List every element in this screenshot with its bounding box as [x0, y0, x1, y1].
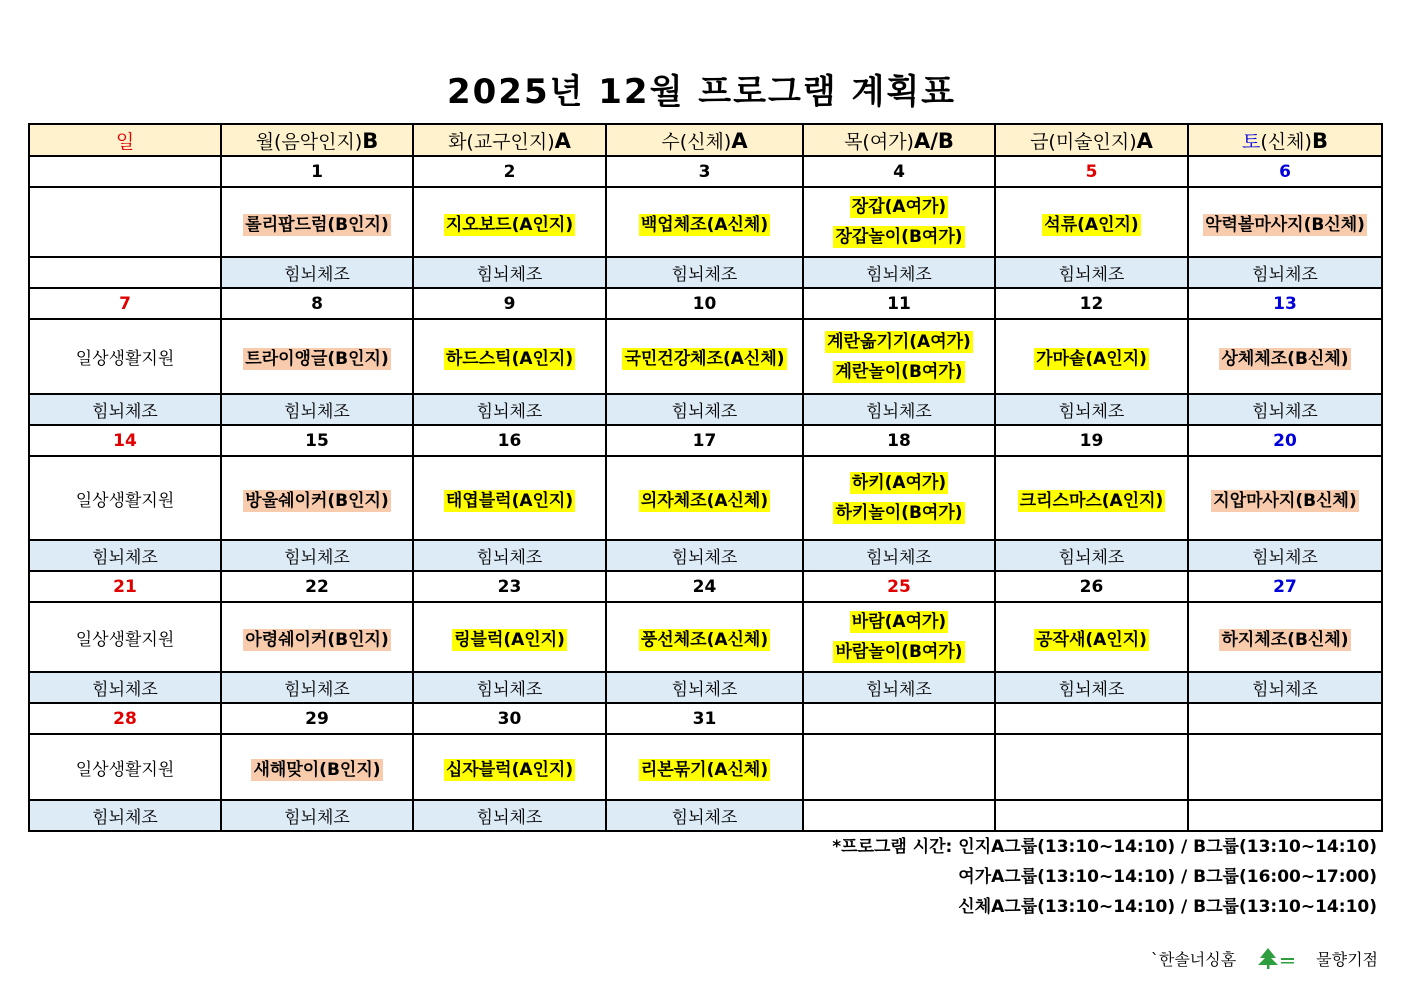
note-line: *프로그램 시간: 인지A그룹(13:10~14:10) / B그룹(13:10~14:10)	[832, 837, 1377, 857]
exercise-cell: 힘뇌체조	[803, 394, 995, 425]
day-header-5	[995, 124, 1188, 156]
activity-label: 리본묶기(A신체)	[640, 759, 769, 780]
activity-label: 의자체조(A신체)	[640, 490, 769, 511]
activity-cell	[995, 456, 1188, 540]
activity-label: 링블럭(A인지)	[454, 629, 565, 650]
exercise-cell: 힘뇌체조	[995, 672, 1188, 703]
date-cell	[995, 703, 1188, 734]
exercise-cell: 힘뇌체조	[29, 800, 221, 831]
activity-label: 바람(A여가)	[851, 612, 947, 632]
activity-cell	[606, 319, 803, 394]
exercise-cell: 힘뇌체조	[221, 540, 413, 571]
exercise-cell: 힘뇌체조	[606, 394, 803, 425]
exercise-cell: 힘뇌체조	[29, 540, 221, 571]
date-cell: 30	[413, 703, 606, 734]
day-header-group: A	[731, 128, 748, 153]
activity-label: 크리스마스(A인지)	[1019, 490, 1164, 511]
exercise-cell	[29, 257, 221, 288]
day-header-2	[413, 124, 606, 156]
day-header-group: B	[1311, 128, 1328, 153]
date-cell	[1188, 703, 1382, 734]
activity-cell	[221, 734, 413, 800]
date-cell: 26	[995, 571, 1188, 602]
tree-icon	[1256, 946, 1296, 970]
activity-label: 계란옮기기(A여가)	[827, 331, 971, 352]
page-title: 2025년 12월 프로그램 계획표	[446, 72, 957, 112]
activity-cell	[803, 319, 995, 394]
activity-label: 악력볼마사지(B신체)	[1205, 214, 1365, 235]
date-cell	[29, 156, 221, 187]
exercise-cell: 힘뇌체조	[413, 672, 606, 703]
activity-label: 새해맞이(B인지)	[253, 759, 381, 780]
date-cell: 7	[29, 288, 221, 319]
exercise-cell: 힘뇌체조	[221, 394, 413, 425]
activity-cell	[995, 734, 1188, 800]
activity-label: 아령쉐이커(B인지)	[245, 629, 389, 650]
day-header-0	[29, 124, 221, 156]
exercise-cell: 힘뇌체조	[29, 672, 221, 703]
date-cell: 8	[221, 288, 413, 319]
exercise-cell: 힘뇌체조	[1188, 394, 1382, 425]
day-header-group: A	[554, 128, 571, 153]
activity-cell	[29, 602, 221, 672]
day-header-label: 일	[115, 130, 135, 153]
exercise-cell: 힘뇌체조	[1188, 540, 1382, 571]
date-cell: 1	[221, 156, 413, 187]
day-header-label: 금(미술인지)	[1030, 130, 1137, 153]
activity-cell	[29, 187, 221, 257]
day-header-group: B	[362, 128, 379, 153]
exercise-cell: 힘뇌체조	[413, 800, 606, 831]
date-cell: 19	[995, 425, 1188, 456]
activity-label: 백업체조(A신체)	[640, 214, 769, 235]
exercise-cell: 힘뇌체조	[29, 394, 221, 425]
day-header-label: 토	[1242, 130, 1261, 153]
date-cell: 15	[221, 425, 413, 456]
date-cell: 11	[803, 288, 995, 319]
activity-cell	[413, 187, 606, 257]
day-header-label: 월(음악인지)	[255, 130, 363, 153]
exercise-cell: 힘뇌체조	[995, 257, 1188, 288]
date-cell: 24	[606, 571, 803, 602]
activity-cell	[1188, 456, 1382, 540]
activity-cell	[29, 734, 221, 800]
date-cell: 23	[413, 571, 606, 602]
day-header-group: A	[1136, 128, 1153, 153]
activity-label: 상체체조(B신체)	[1221, 349, 1349, 369]
exercise-cell: 힘뇌체조	[606, 540, 803, 571]
activity-cell	[221, 602, 413, 672]
day-header-label: 화(교구인지)	[448, 130, 555, 153]
exercise-cell: 힘뇌체조	[1188, 672, 1382, 703]
activity-label: 계란놀이(B여가)	[835, 361, 963, 382]
activity-label: 하지체조(B신체)	[1221, 629, 1349, 650]
activity-label: 국민건강체조(A신체)	[624, 349, 785, 369]
calendar-table	[28, 123, 1383, 832]
activity-label: 일상생활지원	[75, 349, 175, 369]
activity-cell	[413, 602, 606, 672]
day-header-6	[1188, 124, 1382, 156]
date-cell: 14	[29, 425, 221, 456]
date-cell	[803, 703, 995, 734]
day-header-4	[803, 124, 995, 156]
exercise-cell: 힘뇌체조	[221, 257, 413, 288]
date-cell: 5	[995, 156, 1188, 187]
activity-cell	[1188, 187, 1382, 257]
activity-cell	[803, 602, 995, 672]
program-time-notes	[832, 832, 1377, 922]
exercise-cell: 힘뇌체조	[221, 800, 413, 831]
activity-cell	[29, 456, 221, 540]
date-cell: 25	[803, 571, 995, 602]
exercise-cell: 힘뇌체조	[803, 540, 995, 571]
date-cell: 22	[221, 571, 413, 602]
activity-cell	[995, 187, 1188, 257]
date-cell: 27	[1188, 571, 1382, 602]
date-cell: 29	[221, 703, 413, 734]
activity-label: 일상생활지원	[75, 490, 175, 511]
footer	[1151, 946, 1378, 970]
date-cell: 17	[606, 425, 803, 456]
exercise-cell: 힘뇌체조	[606, 800, 803, 831]
activity-label: 바람놀이(B여가)	[835, 642, 963, 662]
activity-label: 십자블럭(A인지)	[445, 759, 574, 780]
activity-label: 지압마사지(B신체)	[1213, 490, 1357, 511]
activity-cell	[606, 734, 803, 800]
activity-label: 일상생활지원	[75, 759, 175, 780]
exercise-cell: 힘뇌체조	[803, 672, 995, 703]
footer-org-name: `한솔너싱홈	[1150, 949, 1237, 969]
activity-cell	[413, 319, 606, 394]
activity-cell	[803, 187, 995, 257]
exercise-cell	[1188, 800, 1382, 831]
day-header-group: A/B	[913, 128, 954, 153]
exercise-cell: 힘뇌체조	[606, 672, 803, 703]
date-cell: 3	[606, 156, 803, 187]
date-cell: 12	[995, 288, 1188, 319]
note-line: 신체A그룹(13:10~14:10) / B그룹(13:10~14:10)	[958, 897, 1377, 917]
activity-label: 일상생활지원	[75, 629, 175, 650]
activity-cell	[995, 319, 1188, 394]
activity-cell	[1188, 602, 1382, 672]
date-cell: 10	[606, 288, 803, 319]
activity-label: 하키놀이(B여가)	[835, 503, 963, 523]
activity-label: 하키(A여가)	[851, 473, 947, 493]
day-header-3	[606, 124, 803, 156]
activity-cell	[803, 734, 995, 800]
exercise-cell: 힘뇌체조	[221, 672, 413, 703]
activity-label: 장갑놀이(B여가)	[835, 227, 963, 247]
activity-cell	[1188, 734, 1382, 800]
activity-cell	[606, 187, 803, 257]
note-line: 여가A그룹(13:10~14:10) / B그룹(16:00~17:00)	[958, 867, 1377, 887]
footer-branch-name: 물향기점	[1316, 949, 1378, 969]
date-cell: 16	[413, 425, 606, 456]
activity-cell	[606, 456, 803, 540]
date-cell: 18	[803, 425, 995, 456]
activity-label: 태엽블럭(A인지)	[445, 490, 574, 511]
date-cell: 13	[1188, 288, 1382, 319]
activity-cell	[995, 602, 1188, 672]
day-header-label: 목(여가)	[844, 130, 914, 153]
activity-cell	[1188, 319, 1382, 394]
exercise-cell: 힘뇌체조	[1188, 257, 1382, 288]
date-cell: 6	[1188, 156, 1382, 187]
activity-label: 트라이앵글(B인지)	[245, 349, 389, 369]
activity-label: 공작새(A인지)	[1036, 629, 1147, 650]
exercise-cell: 힘뇌체조	[413, 540, 606, 571]
activity-cell	[413, 456, 606, 540]
exercise-cell: 힘뇌체조	[803, 257, 995, 288]
activity-cell	[606, 602, 803, 672]
activity-label: 롤리팝드럼(B인지)	[245, 214, 389, 235]
activity-label: 석류(A인지)	[1044, 214, 1139, 235]
date-cell: 4	[803, 156, 995, 187]
date-cell: 2	[413, 156, 606, 187]
activity-cell	[413, 734, 606, 800]
exercise-cell: 힘뇌체조	[606, 257, 803, 288]
date-cell: 20	[1188, 425, 1382, 456]
day-header-category: (신체)	[1260, 130, 1312, 153]
date-cell: 9	[413, 288, 606, 319]
date-cell: 31	[606, 703, 803, 734]
exercise-cell: 힘뇌체조	[413, 394, 606, 425]
activity-cell	[221, 456, 413, 540]
day-header-label: 수(신체)	[661, 130, 732, 153]
exercise-cell: 힘뇌체조	[995, 394, 1188, 425]
date-cell: 28	[29, 703, 221, 734]
activity-cell	[29, 319, 221, 394]
activity-label: 하드스틱(A인지)	[445, 349, 574, 369]
exercise-cell	[995, 800, 1188, 831]
activity-label: 풍선체조(A신체)	[640, 629, 769, 650]
activity-label: 장갑(A여가)	[851, 197, 947, 217]
day-header-1	[221, 124, 413, 156]
activity-label: 지오보드(A인지)	[445, 214, 574, 235]
activity-label: 방울쉐이커(B인지)	[245, 490, 389, 511]
activity-label: 가마솥(A인지)	[1036, 349, 1147, 369]
activity-cell	[221, 187, 413, 257]
exercise-cell: 힘뇌체조	[413, 257, 606, 288]
exercise-cell: 힘뇌체조	[995, 540, 1188, 571]
activity-cell	[803, 456, 995, 540]
exercise-cell	[803, 800, 995, 831]
activity-cell	[221, 319, 413, 394]
date-cell: 21	[29, 571, 221, 602]
